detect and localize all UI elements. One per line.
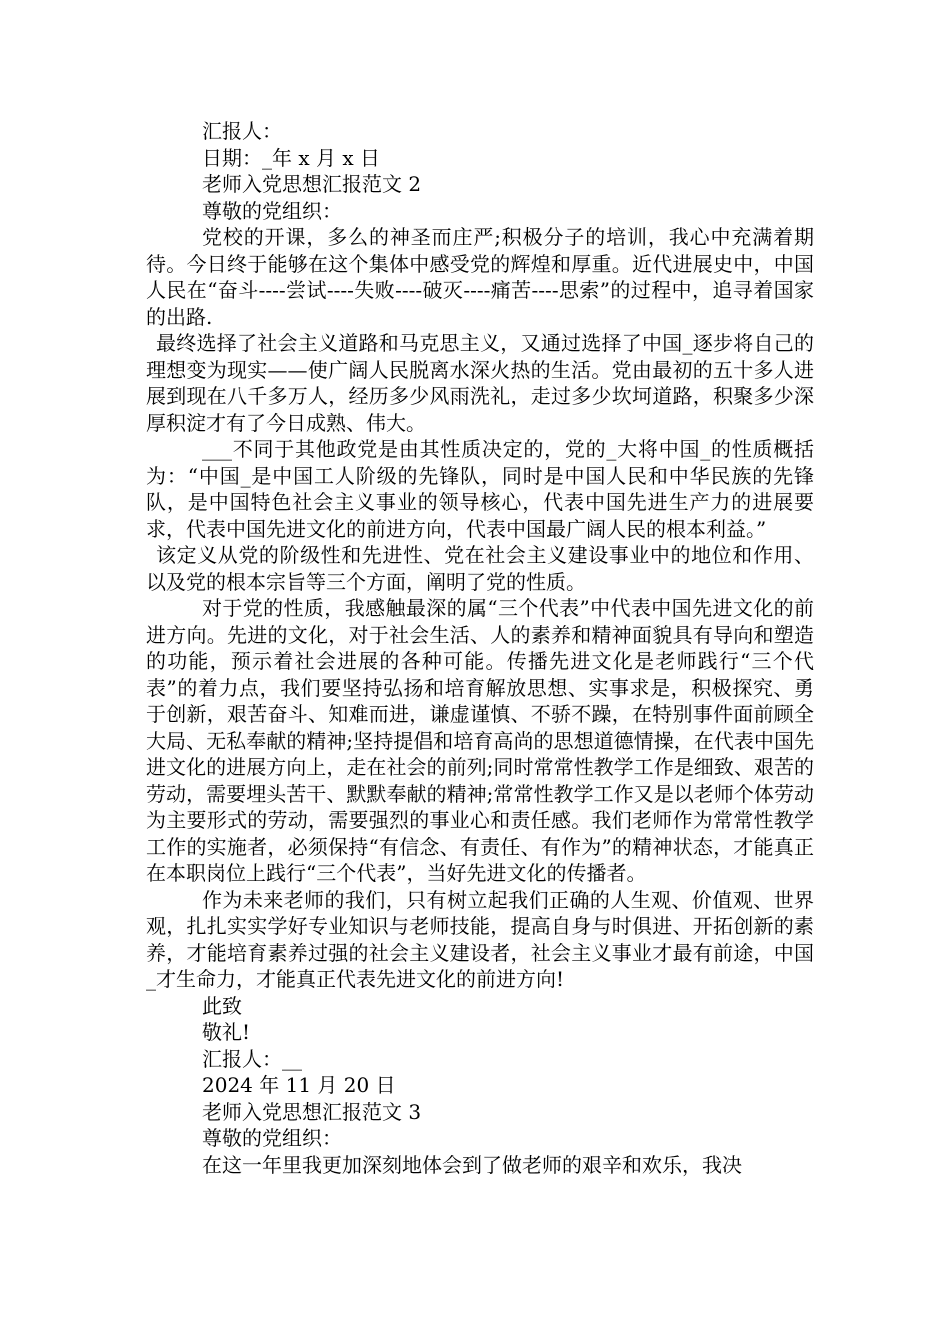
paragraph-2: 最终选择了社会主义道路和马克思主义，又通过选择了中国_逐步将自己的理想变为现实——使广阔人民脱离水深火热的生活。党由最初的五十多人进展到现在八千多万人，经历多少风雨洗礼，走过多少坎坷道路，积聚多少深厚积淀才有了今日成熟、伟大。 [146,331,814,435]
date-line: 日期：_年 x 月 x 日 [202,145,380,170]
salutation-3: 尊敬的党组织： [202,1126,342,1150]
closing-jingli: 敬礼! [202,1020,251,1044]
paragraph-1: 党校的开课，多么的神圣而庄严;积极分子的培训，我心中充满着期待。今日终于能够在这个集体中感受党的辉煌和厚重。近代进展史中，中国人民在“奋斗----尝试----失败----破灭----痛苦----思索”的过程中，追寻着国家的出路. [146,225,814,329]
closing-cizhi: 此致 [202,993,242,1018]
last-line: 在这一年里我更加深刻地体会到了做老师的艰辛和欢乐，我决 [202,1152,742,1177]
paragraph-5: 对于党的性质，我感触最深的属“三个代表”中代表中国先进文化的前进方向。先进的文化，对于社会生活、人的素养和精神面貌具有导向和塑造的功能，预示着社会进展的各种可能。传播先进文化是老师践行“三个代表”的着力点，我们要坚持弘扬和培育解放思想、实事求是，积极探究、勇于创新，艰苦奋斗、知难而进，谦虚谨慎、不骄不躁，在特别事件面前顾全大局、无私奉献的精神;坚持提倡和培育高尚的思想道德情操，在代表中国先进文化的进展方向上，走在社会的前列;同时常常性教学工作是细致、艰苦的劳动，需要埋头苦干、默默奉献的精神;常常性教学工作又是以老师个体劳动为主要形式的劳动，需要强烈的事业心和责任感。我们老师作为常常性教学工作的实施者，必须保持“有信念、有责任、有作为”的精神状态，才能真正在本职岗位上践行“三个代表”，当好先进文化的传播者。 [146,596,814,885]
paragraph-4: 该定义从党的阶级性和先进性、党在社会主义建设事业中的地位和作用、以及党的根本宗旨等三个方面，阐明了党的性质。 [146,543,814,594]
paragraph-6: 作为未来老师的我们，只有树立起我们正确的人生观、价值观、世界观，扎扎实实学好专业知识与老师技能，提高自身与时俱进、开拓创新的素养，才能培育素养过强的社会主义建设者，社会主义事业才最有前途，中国_才生命力，才能真正代表先进文化的前进方向! [146,887,814,991]
closing-reporter: 汇报人：__ [202,1046,302,1071]
document-page [146,118,814,1178]
reporter-label: 汇报人： [202,119,282,143]
section-title-3: 老师入党思想汇报范文 3 [202,1099,422,1124]
closing-date: 2024 年 11 月 20 日 [202,1073,396,1097]
paragraph-3: ___不同于其他政党是由其性质决定的，党的_大将中国_的性质概括为：“中国_是中国工人阶级的先锋队，同时是中国人民和中华民族的先锋队，是中国特色社会主义事业的领导核心，代表中国先进生产力的进展要求，代表中国先进文化的前进方向，代表中国最广阔人民的根本利益。” [146,437,814,541]
section-title-2: 老师入党思想汇报范文 2 [202,172,422,196]
salutation: 尊敬的党组织： [202,198,342,223]
